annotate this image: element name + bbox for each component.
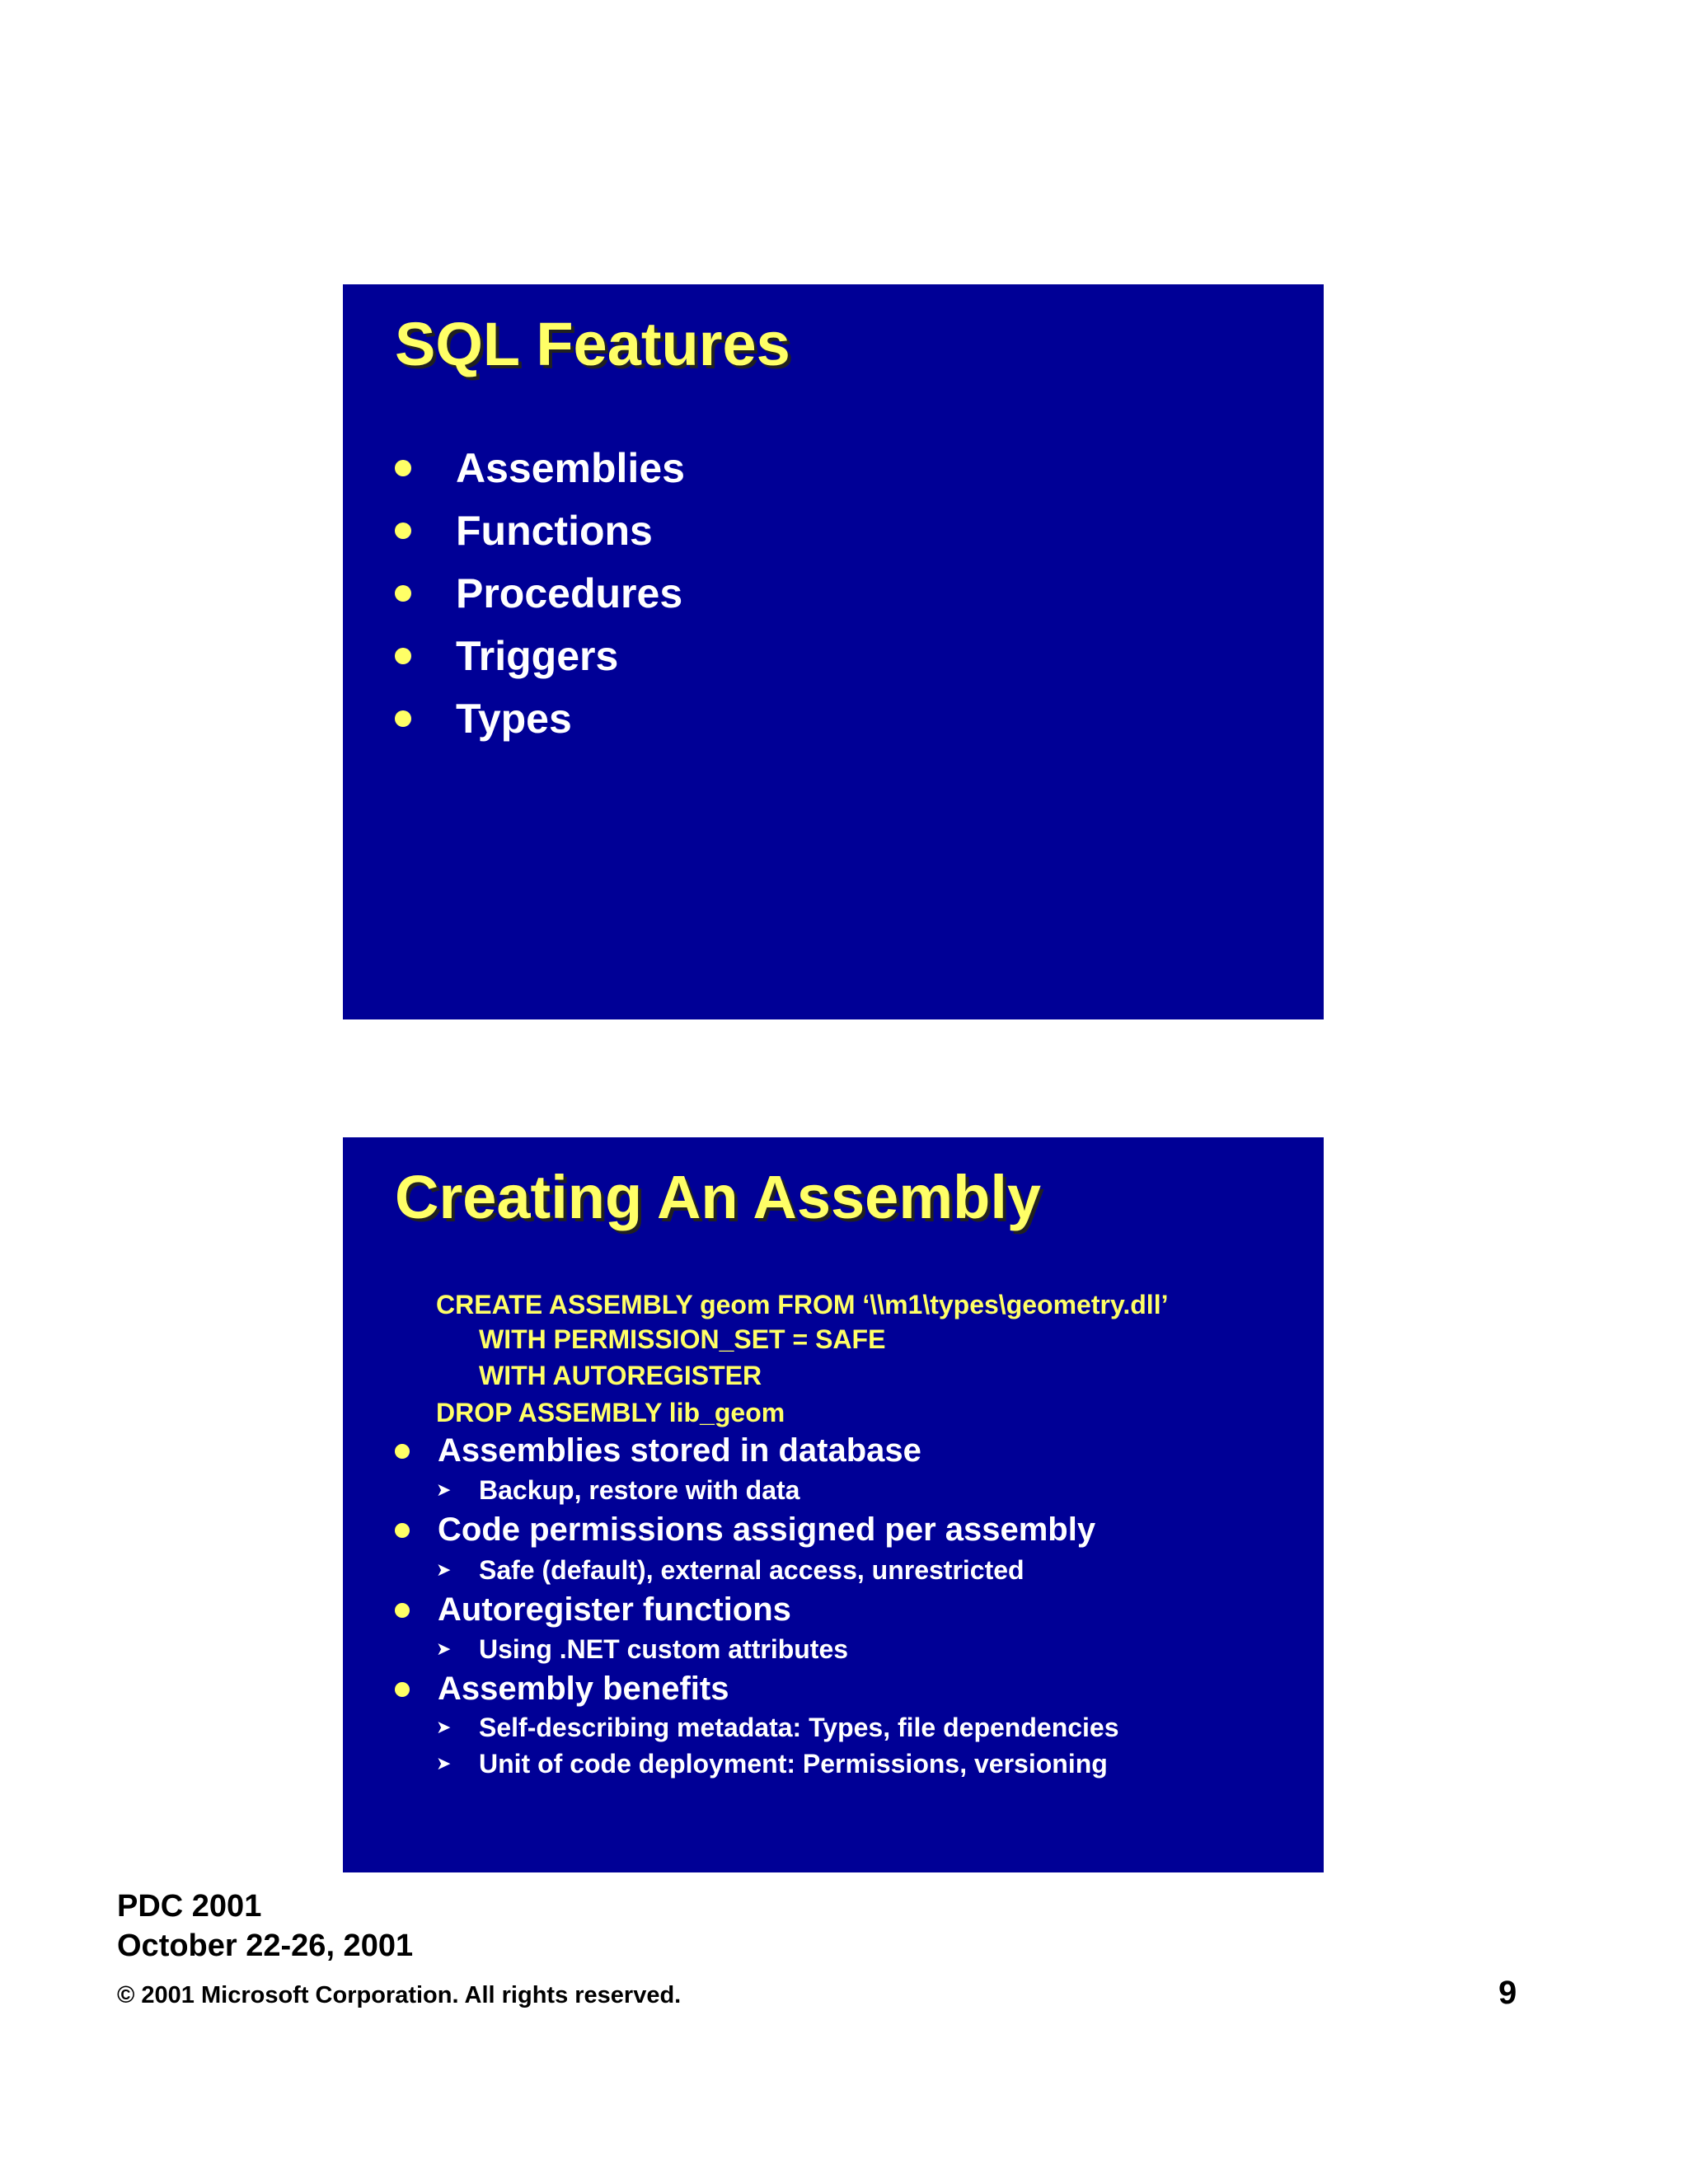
slide-title: SQL Features (395, 310, 790, 378)
list-item (395, 1671, 729, 1708)
code-line: WITH PERMISSION_SET = SAFE (479, 1324, 886, 1354)
code-line: DROP ASSEMBLY lib_geom (436, 1398, 785, 1427)
sub-list-item (436, 1555, 1025, 1586)
bullet-dot-icon (395, 523, 411, 539)
footer-event: PDC 2001 (117, 1889, 262, 1924)
sub-list-item (436, 1475, 799, 1506)
bullet-text: Procedures (456, 570, 683, 616)
sub-list-item (436, 1713, 1119, 1743)
bullet-dot-icon (395, 710, 411, 727)
list-item (395, 1591, 791, 1629)
bullet-text: Assemblies stored in database (438, 1432, 921, 1469)
list-item (395, 625, 685, 687)
page-number: 9 (1498, 1975, 1517, 2011)
bullet-dot-icon (395, 1444, 410, 1459)
footer-dates: October 22-26, 2001 (117, 1929, 414, 1963)
bullet-dot-icon (395, 1682, 410, 1697)
bullet-dot-icon (395, 585, 411, 602)
arrow-bullet-icon: ➤ (436, 1754, 452, 1774)
sub-list-item (436, 1749, 1108, 1779)
list-item (395, 437, 685, 499)
list-item (395, 562, 685, 625)
bullet-text: Code permissions assigned per assembly (438, 1511, 1096, 1548)
bullet-dot-icon (395, 648, 411, 664)
sub-bullet-text: Safe (default), external access, unrestricted (479, 1555, 1025, 1585)
list-item (395, 1511, 1095, 1549)
bullet-list (395, 437, 685, 750)
list-item (395, 687, 685, 750)
list-item (395, 499, 685, 562)
bullet-dot-icon (395, 1603, 410, 1618)
bullet-dot-icon (395, 460, 411, 476)
sub-list-item (436, 1634, 848, 1665)
slide-title: Creating An Assembly (395, 1163, 1042, 1231)
sub-bullet-text: Unit of code deployment: Permissions, versioning (479, 1749, 1108, 1779)
bullet-text: Autoregister functions (438, 1591, 791, 1628)
footer-copyright: © 2001 Microsoft Corporation. All rights reserved. (117, 1982, 682, 2008)
bullet-text: Assemblies (456, 445, 685, 491)
bullet-text: Types (456, 696, 572, 742)
sub-bullet-text: Self-describing metadata: Types, file dependencies (479, 1713, 1119, 1742)
code-line: CREATE ASSEMBLY geom FROM ‘\\m1\types\geometry.dll’ (436, 1290, 1169, 1319)
arrow-bullet-icon: ➤ (436, 1480, 452, 1501)
arrow-bullet-icon: ➤ (436, 1560, 452, 1581)
bullet-text: Assembly benefits (438, 1671, 729, 1707)
slide-sql-features (343, 284, 1324, 1019)
bullet-dot-icon (395, 1523, 410, 1538)
bullet-text: Functions (456, 508, 653, 554)
list-item (395, 1432, 921, 1469)
code-line: WITH AUTOREGISTER (479, 1361, 762, 1390)
arrow-bullet-icon: ➤ (436, 1639, 452, 1660)
slide-creating-an-assembly (343, 1137, 1324, 1872)
arrow-bullet-icon: ➤ (436, 1718, 452, 1738)
sub-bullet-text: Backup, restore with data (479, 1475, 800, 1505)
bullet-text: Triggers (456, 633, 619, 679)
sub-bullet-text: Using .NET custom attributes (479, 1634, 849, 1664)
